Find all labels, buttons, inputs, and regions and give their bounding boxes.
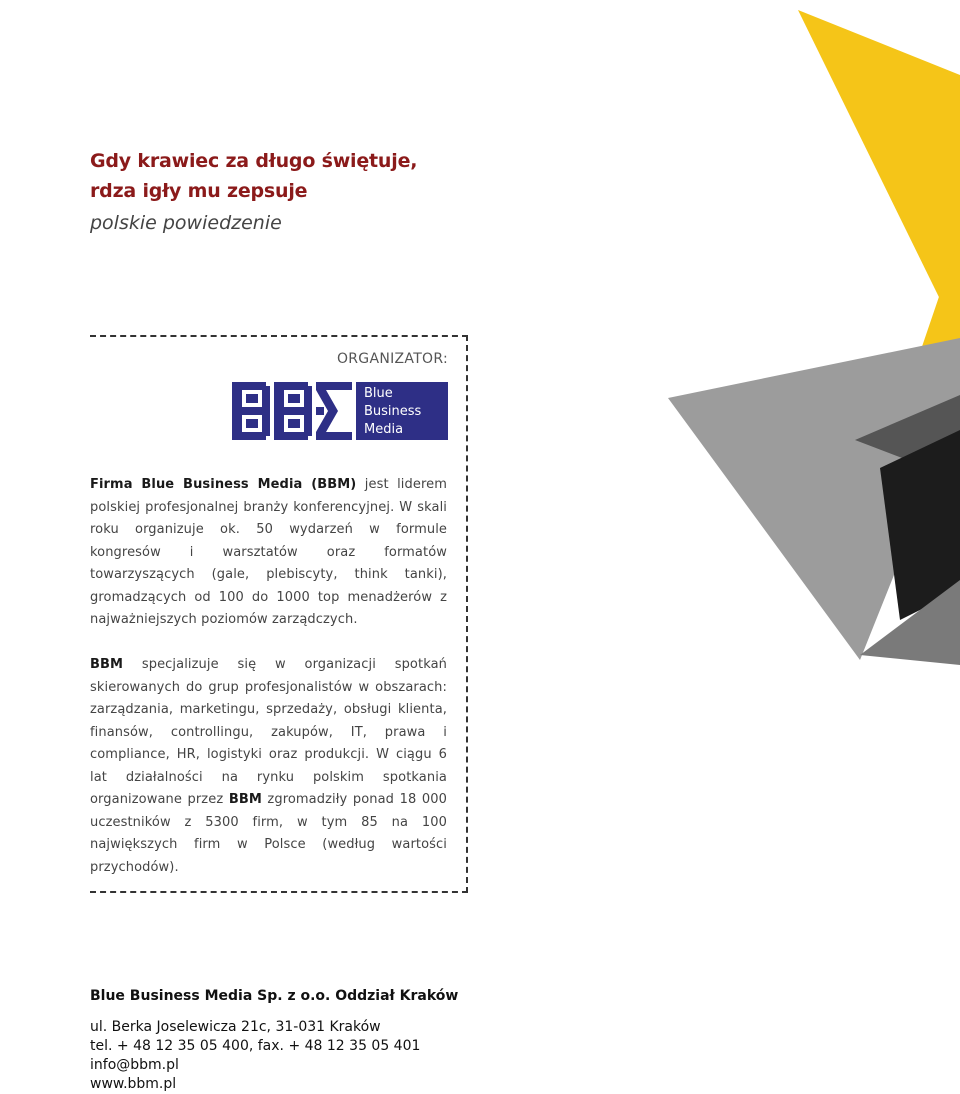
- about-p2-bold-2: BBM: [228, 792, 262, 807]
- contact-details: [90, 1018, 510, 1094]
- organizer-box: [90, 335, 468, 893]
- website-link[interactable]: www.bbm.pl: [90, 1076, 177, 1092]
- logo-text-business: Business: [364, 404, 422, 419]
- logo-text-media: Media: [364, 422, 404, 437]
- logo-text-blue: Blue: [364, 386, 393, 401]
- about-p1-bold: Firma Blue Business Media (BBM): [90, 477, 357, 492]
- about-p2-text-2: zgromadziły ponad 18 000 uczestników z 5300 firm, w tym 85 na 100 największych firm w Polsce (według wartości przychodów).: [90, 792, 447, 875]
- quote-block: [90, 146, 470, 240]
- phone-fax: tel. + 48 12 35 05 400, fax. + 48 12 35 05 401: [90, 1038, 421, 1054]
- bbm-logo-text-box: [356, 382, 448, 440]
- quote-line-2: rdza igły mu zepsuje: [90, 180, 308, 202]
- company-name: Blue Business Media Sp. z o.o. Oddział Kraków: [90, 988, 459, 1004]
- bbm-logo: [232, 380, 448, 442]
- quote-line-1: Gdy krawiec za długo świętuje,: [90, 150, 418, 172]
- about-p2-text: specjalizuje się w organizacji spotkań skierowanych do grup profesjonalistów w obszarach: zarządzania, marketingu, sprzedaży, obsługi klienta, finansów, controllingu, zakupów, IT, prawa i compliance, HR, logistyki oraz produkcji. W ciągu 6 lat działalności na rynku polskim spotkania organizowane przez: [90, 657, 447, 807]
- organizer-label: ORGANIZATOR:: [336, 351, 448, 367]
- email-link[interactable]: info@bbm.pl: [90, 1057, 179, 1073]
- about-paragraph-2: [90, 654, 447, 879]
- about-paragraph-1: [90, 474, 447, 632]
- contact-footer: [90, 986, 510, 1094]
- bbm-logo-mark-icon: [232, 380, 354, 442]
- quote-attribution: polskie powiedzenie: [90, 212, 282, 234]
- about-p1-text: jest liderem polskiej profesjonalnej branży konferencyjnej. W skali roku organizuje ok. 50 wydarzeń w formule kongresów i warsztatów oraz formatów towarzyszących (gale, plebiscyty, think tanki), gromadzących od 100 do 1000 top menadżerów z najważniejszych poziomów zarządczych.: [90, 477, 447, 627]
- about-p2-bold: BBM: [90, 657, 124, 672]
- yellow-triangle: [798, 10, 960, 340]
- address: ul. Berka Joselewicza 21c, 31-031 Kraków: [90, 1019, 381, 1035]
